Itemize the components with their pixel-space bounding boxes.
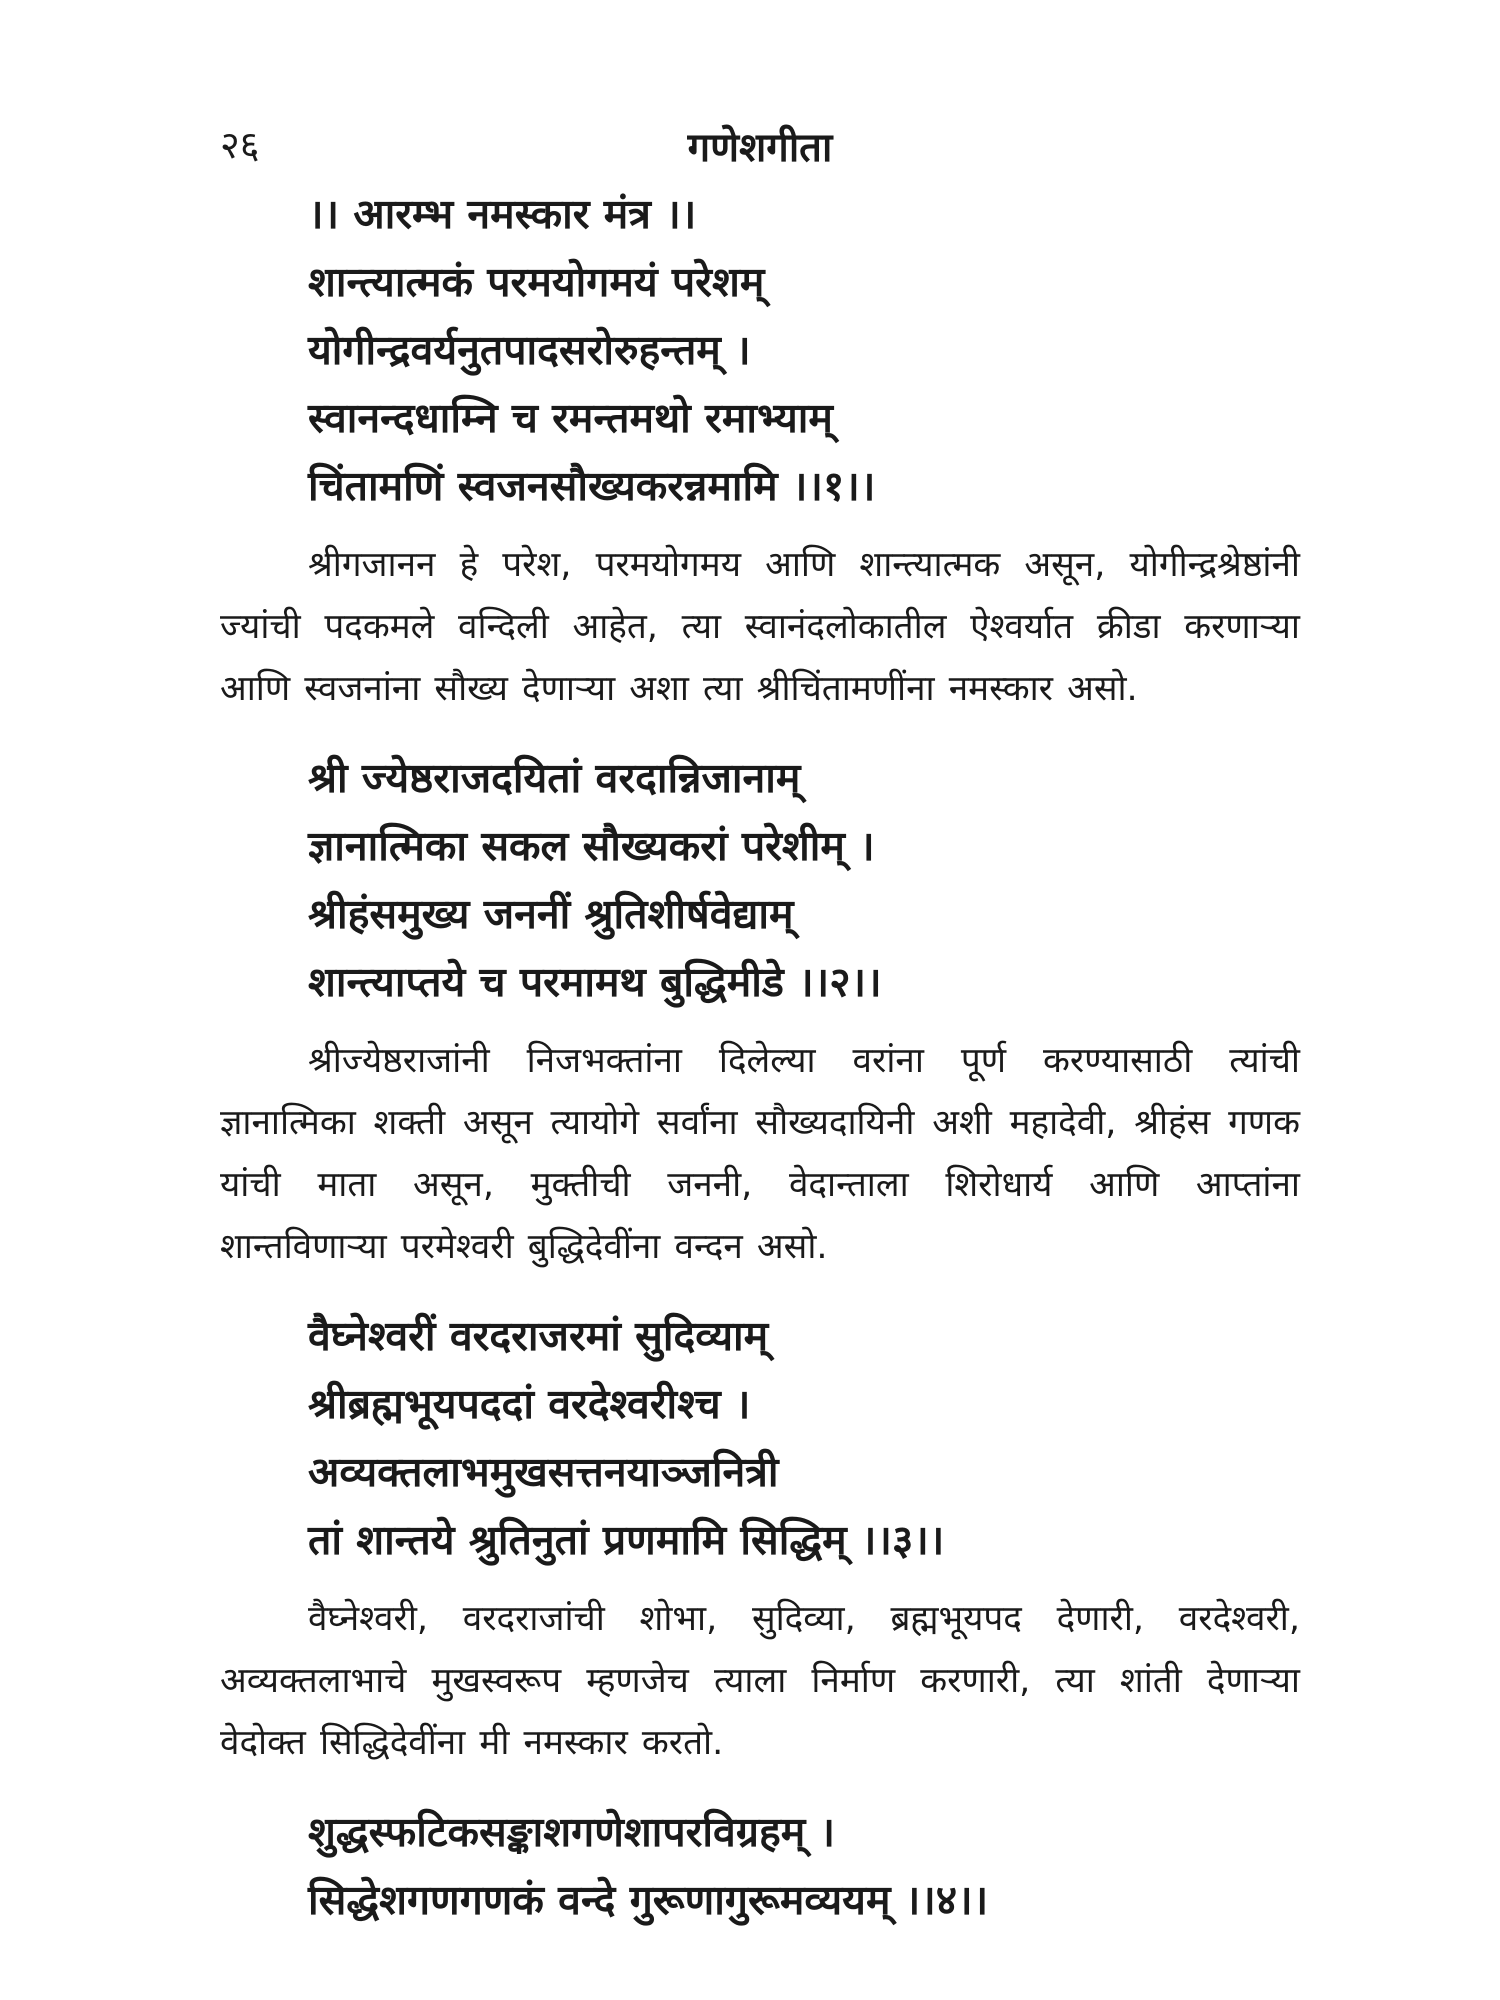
verse-1-meaning: श्रीगजानन हे परेश, परमयोगमय आणि शान्त्यात्मक असून, योगीन्द्रश्रेष्ठांनी ज्यांची पदकमले वन्दिली आहेत, त्या स्वानंदलोकातील ऐश्वर्यात क्रीडा करणाऱ्या आणि स्वजनांना सौख्य देणाऱ्या अशा त्या श्रीचिंतामणींना नमस्कार असो. (220, 545, 1300, 709)
verse-line: वैघ्नेश्वरीं वरदराजरमां सुदिव्याम् (308, 1312, 769, 1360)
verse-line: चिंतामणिं स्वजनसौख्यकरन्नमामि ।।१।। (308, 462, 876, 510)
page-title: गणेशगीता (687, 125, 833, 171)
verse-line: शुद्धस्फटिकसङ्काशगणेशापरविग्रहम् । (308, 1808, 836, 1856)
verse-line: अव्यक्तलाभमुखसत्तनयाञ्जनित्री (308, 1448, 779, 1496)
verse-line: सिद्धेशगणगणकं वन्दे गुरूणागुरूमव्ययम् ।।४।। (308, 1876, 989, 1924)
verse-line: शान्त्याप्तये च परमामथ बुद्धिमीडे ।।२।। (308, 958, 882, 1006)
verse-line: तां शान्तये श्रुतिनुतां प्रणमामि सिद्धिम् ।।३।। (308, 1516, 945, 1564)
verse-4 (308, 1798, 1300, 1934)
verse-2 (308, 744, 1300, 1016)
verse-line: ज्ञानात्मिका सकल सौख्यकरां परेशीम् । (308, 822, 875, 870)
verse-2-meaning: श्रीज्येष्ठराजांनी निजभक्तांना दिलेल्या वरांना पूर्ण करण्यासाठी त्यांची ज्ञानात्मिका शक्ती असून त्यायोगे सर्वांना सौख्यदायिनी अशी महादेवी, श्रीहंस गणक यांची माता असून, मुक्तीची जननी, वेदान्ताला शिरोधार्य आणि आप्तांना शान्तविणाऱ्या परमेश्वरी बुद्धिदेवींना वन्दन असो. (220, 1041, 1300, 1267)
verse-3 (308, 1302, 1300, 1574)
verse-line: ।। आरम्भ नमस्कार मंत्र ।। (308, 190, 697, 238)
verse-line: शान्त्यात्मकं परमयोगमयं परेशम् (308, 258, 765, 306)
page-header (220, 118, 1300, 178)
verse-line: श्रीब्रह्मभूयपददां वरदेश्वरीश्च । (308, 1380, 751, 1428)
verse-line: स्वानन्दधाम्नि च रमन्तमथो रमाभ्याम् (308, 394, 833, 442)
verse-line: योगीन्द्रवर्यनुतपादसरोरुहन्तम् । (308, 326, 751, 374)
verse-1 (308, 180, 1300, 520)
page-content (220, 180, 1300, 1934)
verse-line: श्रीहंसमुख्य जननीं श्रुतिशीर्षवेद्याम् (308, 890, 794, 938)
page-number: २६ (220, 123, 260, 167)
verse-3-meaning: वैघ्नेश्वरी, वरदराजांची शोभा, सुदिव्या, ब्रह्मभूयपद देणारी, वरदेश्वरी, अव्यक्तलाभाचे मुखस्वरूप म्हणजेच त्याला निर्माण करणारी, त्या शांती देणाऱ्या वेदोक्त सिद्धिदेवींना मी नमस्कार करतो. (220, 1599, 1300, 1763)
verse-line: श्री ज्येष्ठराजदयितां वरदान्निजानाम् (308, 754, 801, 802)
